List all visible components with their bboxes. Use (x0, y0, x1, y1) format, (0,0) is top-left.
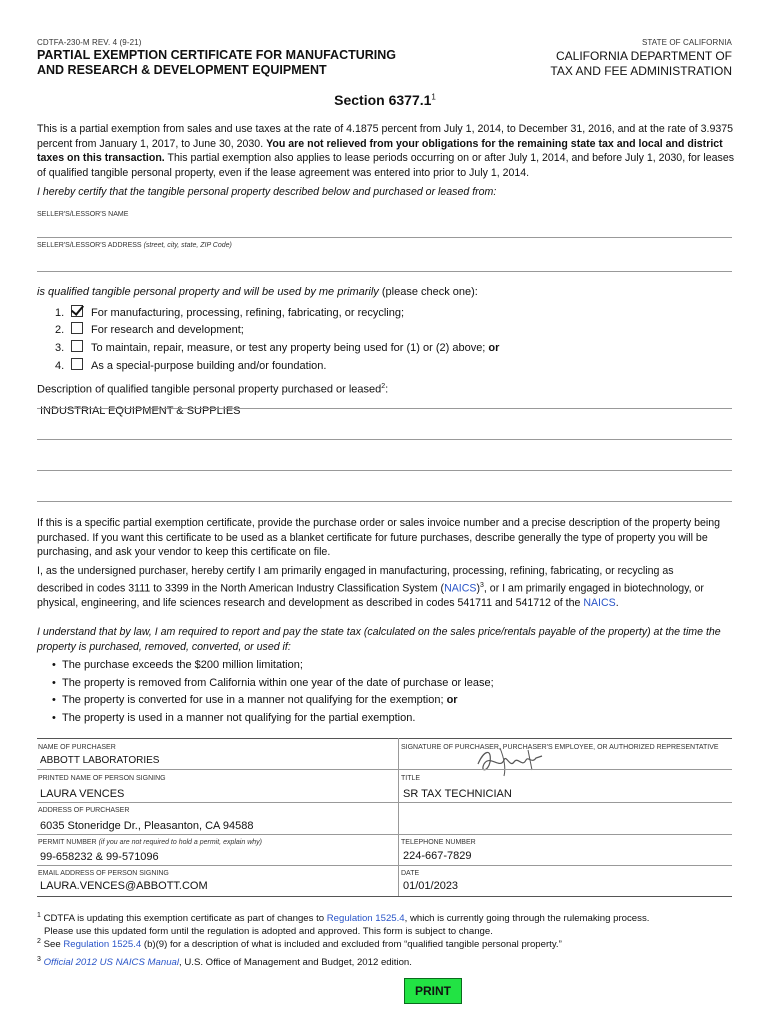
description-footnote-ref: 2 (381, 383, 386, 390)
section-title-text: Section 6377.1 (334, 92, 432, 108)
permit-label (38, 839, 262, 846)
purchaser-name-value[interactable]: ABBOTT LABORATORIES (40, 755, 160, 766)
date-label: DATE (401, 870, 420, 877)
regulation-link-2[interactable]: Regulation 1525.4 (63, 939, 142, 951)
description-line-3[interactable] (37, 470, 732, 471)
qualified-suffix: (please check one): (378, 286, 478, 298)
description-line-4[interactable] (37, 501, 732, 502)
qualified-text: is qualified tangible personal property and will be used by me primarily (37, 286, 379, 298)
option-number: 2. (55, 324, 65, 336)
print-button[interactable]: PRINT (404, 978, 462, 1004)
option-number: 3. (55, 342, 65, 354)
footnote-2-number: 2 (37, 938, 41, 945)
intro-paragraph (37, 122, 734, 180)
intro-text1: This is a partial exemption from sales and use taxes at the rate of 4.1875 percent from July 1, 2014, to December 31, 2016, and at the rate of 3.9375 percent from January 1, 2017, to June 30, 2030. (37, 123, 734, 150)
undersigned-text4: . (615, 596, 619, 609)
option-row-3 (55, 340, 499, 354)
description-label-colon: : (385, 383, 389, 396)
description-label-text: Description of qualified tangible personal property purchased or leased (37, 383, 382, 396)
email-value[interactable]: LAURA.VENCES@ABBOTT.COM (40, 880, 208, 892)
option-number: 4. (55, 360, 65, 372)
footnote-1 (37, 909, 649, 938)
footnote-1-text1: CDTFA is updating this exemption certificate as part of changes to (43, 913, 327, 925)
row3-rule (37, 834, 732, 835)
condition-text: The property is used in a manner not qualifying for the partial exemption. (61, 711, 416, 724)
condition-text: The property is removed from California within one year of the date of purchase or lease; (61, 676, 494, 689)
section-footnote-ref: 1 (431, 92, 436, 102)
option-row-1 (55, 305, 404, 319)
signature-image[interactable] (470, 742, 550, 782)
purchaser-address-value[interactable]: 6035 Stoneridge Dr., Pleasanton, CA 94588 (40, 820, 254, 832)
naics-link[interactable]: NAICS (444, 582, 477, 595)
conditions-list (52, 657, 494, 727)
title-value[interactable]: SR TAX TECHNICIAN (403, 788, 512, 800)
description-line-1 (37, 408, 732, 409)
agency-line1: CALIFORNIA DEPARTMENT OF (555, 49, 732, 63)
row5-rule (37, 896, 732, 897)
agency-line2: TAX AND FEE ADMINISTRATION (550, 64, 732, 78)
option-number: 1. (55, 307, 65, 319)
section-title (0, 92, 770, 108)
agency-name (550, 49, 732, 79)
state-label: STATE OF CALIFORNIA (641, 38, 732, 47)
undersigned-text1: I, as the undersigned purchaser, hereby certify I am primarily engaged in manufacturing, processing, refining, fabricating, or recycling as described in codes 3111 to 3399 in the North American Industry Classification System ( (37, 565, 674, 595)
printed-name-value[interactable]: LAURA VENCES (40, 788, 125, 800)
printed-name-label: PRINTED NAME OF PERSON SIGNING (38, 775, 166, 782)
option-label: For research and development; (91, 324, 244, 336)
purchaser-address-label: ADDRESS OF PURCHASER (38, 807, 130, 814)
form-title-line1: PARTIAL EXEMPTION CERTIFICATE FOR MANUFACTURING (37, 48, 397, 62)
row1-left-rule (37, 769, 398, 770)
phone-value[interactable]: 224-667-7829 (403, 850, 472, 862)
description-value[interactable]: INDUSTRIAL EQUIPMENT & SUPPLIES (40, 405, 241, 417)
option-label: For manufacturing, processing, refining, fabricating, or recycling; (91, 307, 405, 319)
condition-item: • The property is removed from California within one year of the date of purchase or lease; (52, 676, 494, 689)
footnote-3 (37, 956, 412, 968)
specific-certificate-paragraph: If this is a specific partial exemption certificate, provide the purchase order or sales invoice number and a precise description of the property being purchased. If you want this certificate to be used as a blanket certificate for future purchases, describe generally the type of property you will be purchasing, and ask your vendor to keep this certificate on file. (37, 517, 721, 558)
undersigned-paragraph (37, 564, 720, 610)
date-value[interactable]: 01/01/2023 (403, 880, 459, 892)
intro-text2: This partial exemption also applies to lease periods occurring on or after July 1, 2014, and before July 1, 2030, for leases of qualified tangible personal property, even if the lease agreement was entered into prior to July 1, 2014. (37, 152, 735, 179)
condition-item: • The property is converted for use in a manner not qualifying for the exemption; or (52, 694, 458, 706)
regulation-link-1[interactable]: Regulation 1525.4 (326, 913, 405, 925)
intro-bold: You are not relieved from your obligations for the remaining state tax and local and district taxes on this transaction. (37, 137, 723, 164)
title-label: TITLE (401, 775, 421, 782)
footnote-1-number: 1 (37, 912, 41, 919)
certify-statement: I hereby certify that the tangible personal property described below and purchased or leased from: (37, 186, 497, 198)
seller-name-label: SELLER'S/LESSOR'S NAME (37, 211, 129, 218)
condition-suffix: or (443, 694, 458, 706)
form-title (37, 48, 396, 78)
seller-address-label (37, 242, 232, 249)
option-label: As a special-purpose building and/or foundation. (91, 360, 327, 372)
seller-address-label-text: SELLER'S/LESSOR'S ADDRESS (37, 242, 142, 249)
option-2-checkbox[interactable] (71, 322, 83, 334)
naics-manual-link[interactable]: Official 2012 US NAICS Manual (43, 957, 180, 969)
signature-label: SIGNATURE OF PURCHASER, PURCHASER'S EMPLOYEE, OR AUTHORIZED REPRESENTATIVE (401, 744, 719, 751)
footnote-3-number: 3 (37, 956, 41, 963)
fields-top-rule (37, 738, 732, 739)
condition-text: The property is converted for use in a manner not qualifying for the exemption; (61, 694, 444, 706)
seller-address-field[interactable] (37, 271, 732, 272)
row1-right-rule (398, 769, 732, 770)
understand-paragraph: I understand that by law, I am required to report and pay the state tax (calculated on the sales price/rentals payable of the property) at the time the property is purchased, removed, converted, or used if: (37, 626, 721, 653)
permit-label-text: PERMIT NUMBER (38, 839, 97, 846)
email-label: EMAIL ADDRESS OF PERSON SIGNING (38, 870, 169, 877)
row4-rule (37, 865, 732, 866)
naics-link-2[interactable]: NAICS (583, 596, 616, 609)
form-id: CDTFA-230-M REV. 4 (9-21) (37, 38, 142, 47)
seller-name-field[interactable] (37, 237, 732, 238)
condition-text: The purchase exceeds the $200 million limitation; (61, 659, 303, 671)
condition-item: • The property is used in a manner not qualifying for the partial exemption. (52, 711, 416, 724)
option-4-checkbox[interactable] (71, 358, 83, 370)
footnote-1-line2: Please use this updated form until the regulation is adopted and approved. This form is subject to change. (44, 926, 493, 938)
option-1-checkbox[interactable] (71, 305, 83, 317)
undersigned-footnote-ref: 3 (480, 581, 484, 589)
purchaser-name-label: NAME OF PURCHASER (38, 744, 116, 751)
qualified-statement (37, 286, 478, 298)
permit-hint: (if you are not required to hold a permit, explain why) (98, 839, 262, 846)
permit-value[interactable]: 99-658232 & 99-571096 (40, 851, 159, 863)
option-row-4 (55, 358, 326, 372)
footnote-2-text2: (b)(9) for a description of what is included and excluded from “qualified tangible personal property.” (141, 939, 562, 951)
condition-item: • The purchase exceeds the $200 million limitation; (52, 659, 303, 671)
description-label (37, 383, 388, 396)
footnote-1-text2: , which is currently going through the rulemaking process. (404, 913, 650, 925)
row2-rule (37, 802, 732, 803)
footnote-2-text1: See (43, 939, 64, 951)
footnote-2 (37, 938, 562, 950)
undersigned-text3: , or I am primarily engaged in biotechnology, or physical, engineering, and life sciences research and development as described in codes 541711 and 541712 of the (37, 582, 704, 609)
seller-address-hint: (street, city, state, ZIP Code) (143, 242, 232, 249)
undersigned-text2: ) (476, 582, 481, 595)
phone-label: TELEPHONE NUMBER (401, 839, 476, 846)
description-line-2[interactable] (37, 439, 732, 440)
form-title-line2: AND RESEARCH & DEVELOPMENT EQUIPMENT (37, 63, 327, 77)
option-label-suffix: or (485, 342, 500, 354)
option-label: To maintain, repair, measure, or test any property being used for (1) or (2) above; (91, 342, 486, 354)
footnote-3-text: , U.S. Office of Management and Budget, 2012 edition. (179, 957, 412, 969)
option-3-checkbox[interactable] (71, 340, 83, 352)
option-row-2 (55, 322, 244, 336)
